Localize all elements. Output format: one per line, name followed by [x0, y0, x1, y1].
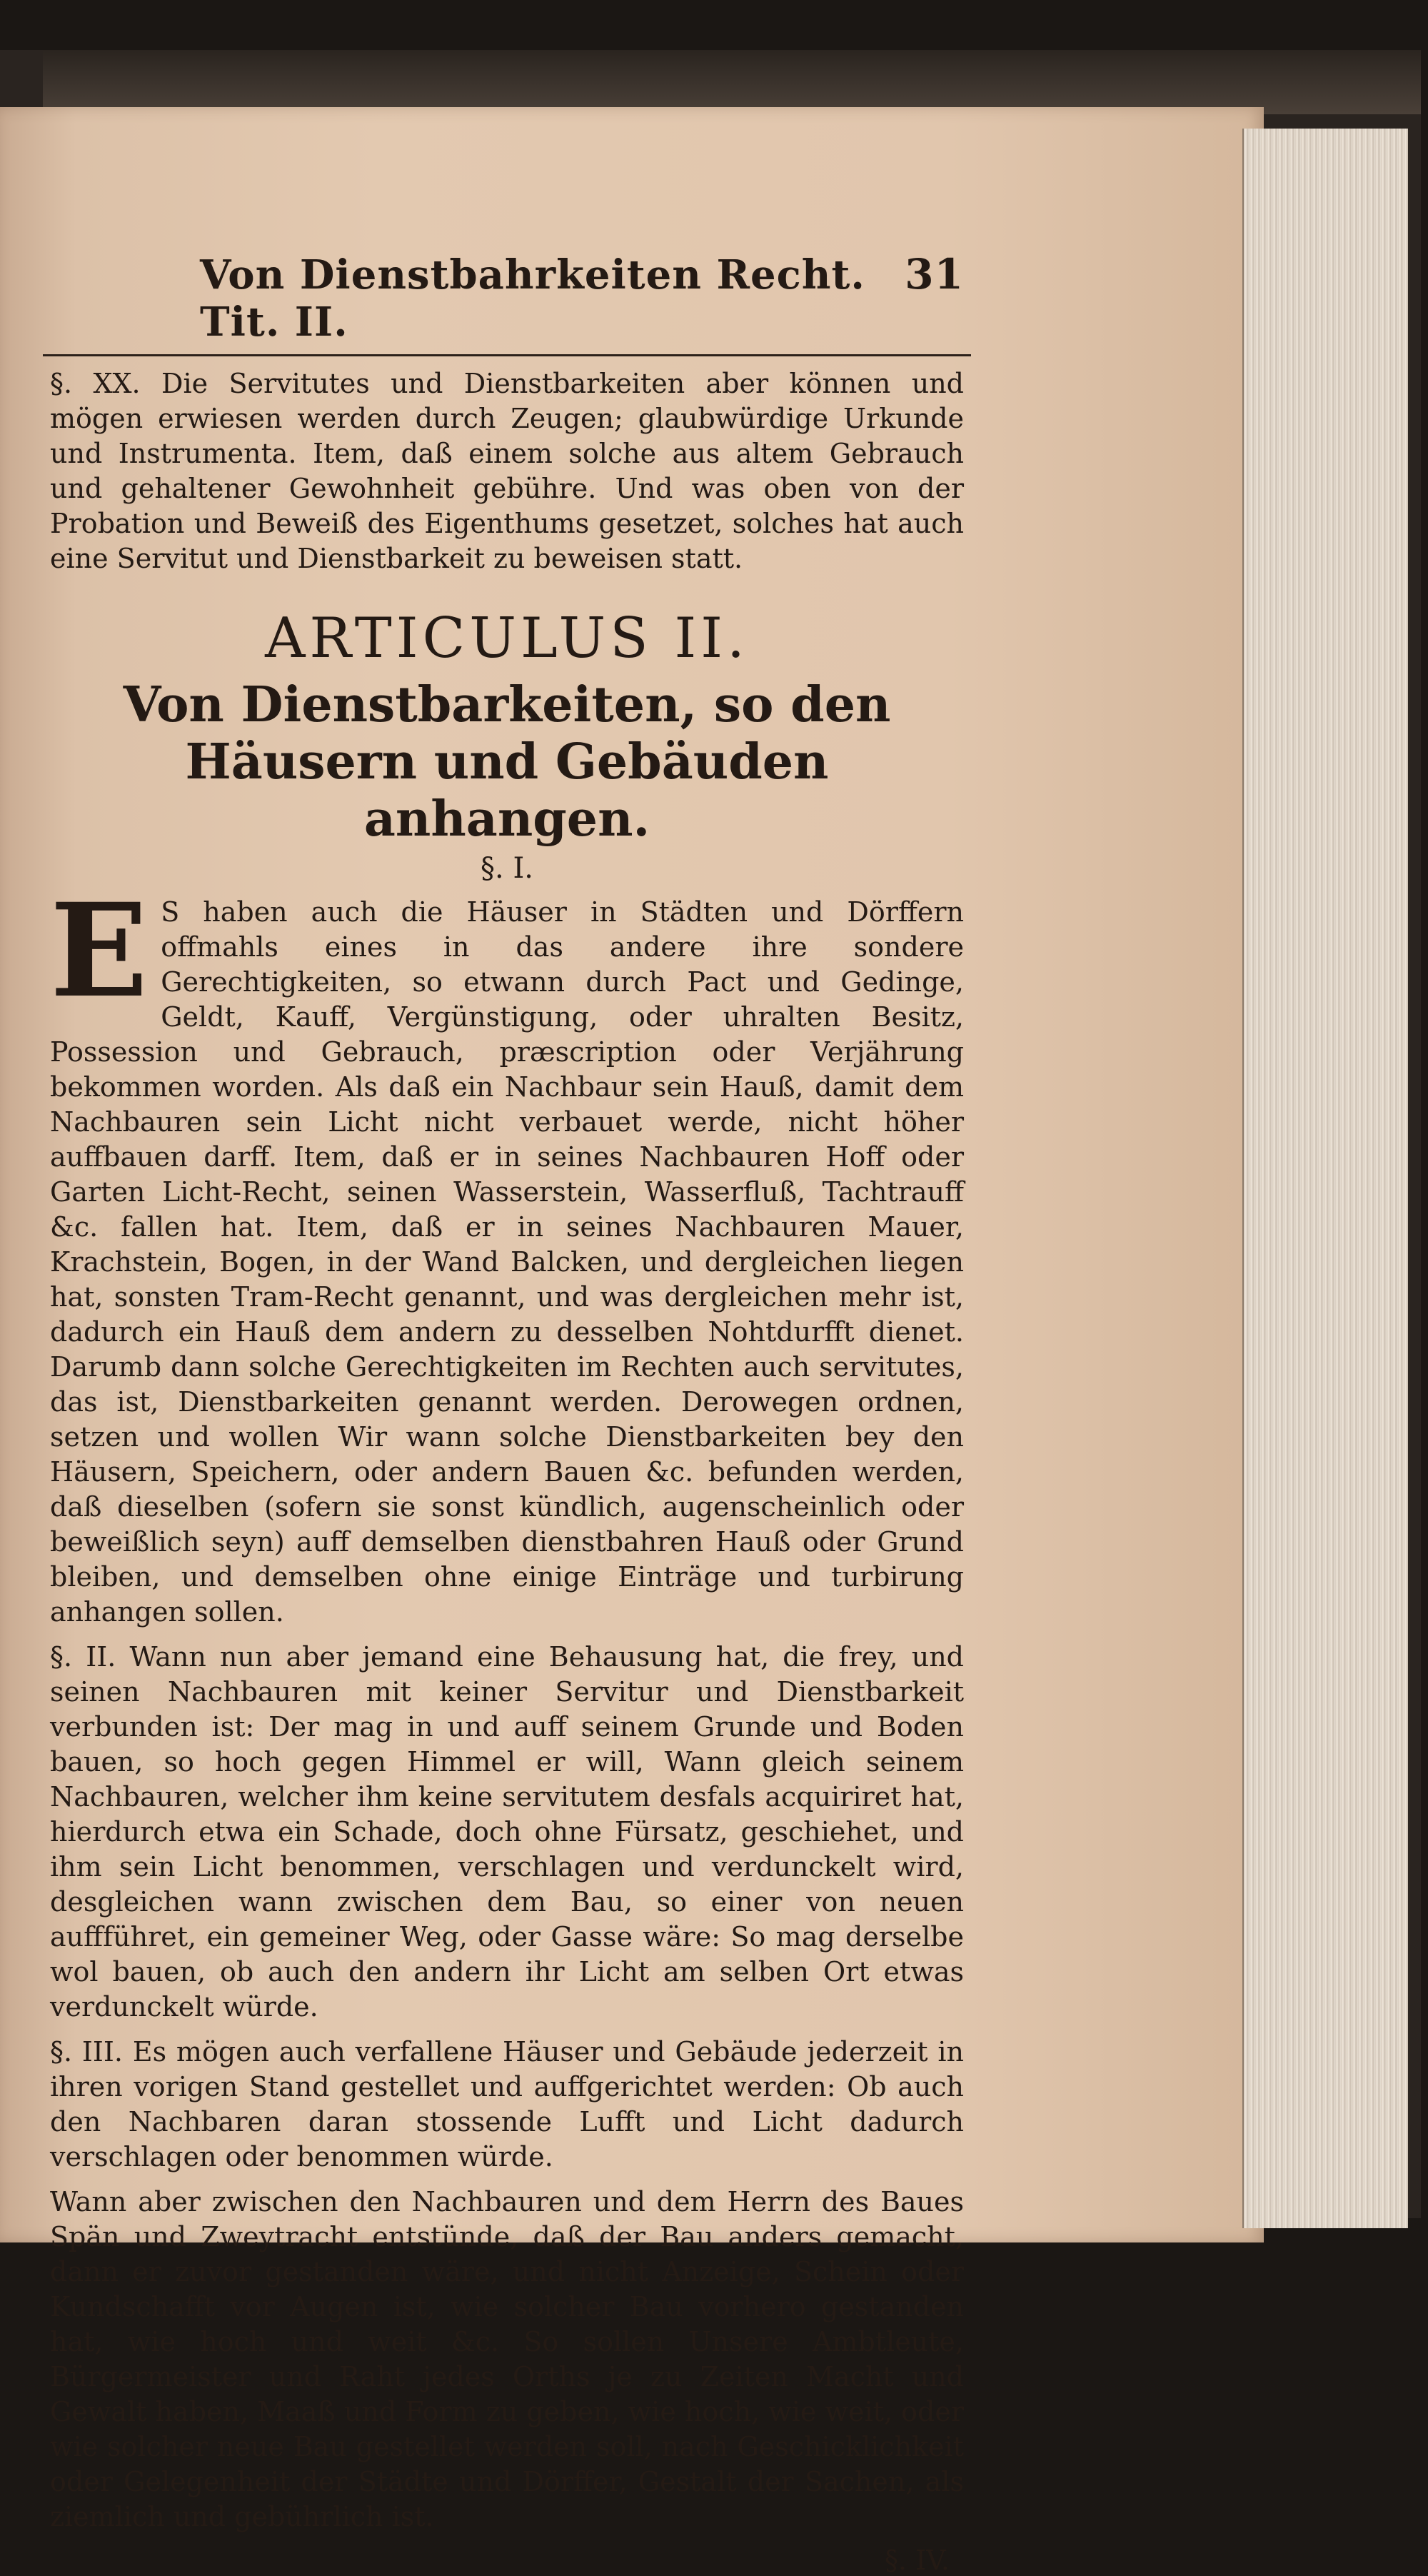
paragraph-iii — [50, 2035, 964, 2175]
page-edges — [1242, 129, 1408, 2228]
section-mark-ii: §. II. — [50, 1641, 116, 1673]
paragraph-xx-text: Die Servitutes und Dienstbarkeiten aber können und mögen erwiesen werden durch Zeugen; glaubwürdige Urkunde und Instrumenta. Item, daß einem solche aus altem Gebrauch und gehaltener Gewohnheit gebühre. Und was oben von der Probation und Beweiß des Eigenthums gesetzet, solches hat auch eine Servitut und Dienstbarkeit zu beweisen statt. — [50, 368, 964, 574]
paragraph-xx — [50, 366, 964, 576]
paragraph-iii-continued — [50, 2185, 964, 2535]
paragraph-ii-text: Wann nun aber jemand eine Behausung hat, die frey, und seinen Nachbauren mit keiner Servitur und Dienstbarkeit verbunden ist: Der mag in und auff seinem Grunde und Boden bauen, so hoch gegen Himmel er will, Wann gleich seinem Nachbauren, welcher ihm keine servitutem desfals acquiriret hat, hierdurch etwa ein Schade, doch ohne Fürsatz, geschiehet, und ihm sein Licht benommen, verschlagen und verdunckelt wird, desgleichen wann zwischen dem Bau, so einer von neuen auffführet, ein gemeiner Weg, oder Gasse wäre: So mag derselbe wol bauen, ob auch den andern ihr Licht am selben Ort etwas verdunckelt würde. — [50, 1641, 964, 2023]
catchword: §. IV. — [884, 2545, 950, 2576]
paragraph-iii-text: Es mögen auch verfallene Häuser und Gebäude jederzeit in ihren vorigen Stand gestellet und auffgerichtet werden: Ob auch den Nachbaren daran stossende Lufft und Licht dadurch verschlagen oder benommen würde. — [50, 2036, 964, 2172]
section-mark-xx: §. XX. — [50, 368, 141, 399]
page-number: 31 — [905, 250, 964, 299]
drop-capital: E — [50, 876, 149, 1026]
article-title: Von Dienstbarkeiten, so den Häusern und Gebäuden anhangen. — [123, 676, 891, 848]
section-mark-iii: §. III. — [50, 2036, 124, 2068]
page-content — [43, 214, 971, 2576]
paragraph-ii — [50, 1640, 964, 2025]
running-header — [43, 214, 971, 356]
paragraph-i-text: S haben auch die Häuser in Städten und Dörffern offmahls eines in das andere ihre sondere Gerechtigkeiten, so etwann durch Pact und Gedinge, Geldt, Kauff, Vergünstigung, oder uhralten Besitz, Possession und Gebrauch, præscription oder Verjährung bekommen worden. Als daß ein Nachbaur sein Hauß, damit dem Nachbauren sein Licht nicht verbauet werde, nicht höher auffbauen darff. Item, daß er in seines Nachbauren Hoff oder Garten Licht-Recht, seinen Wasserstein, Wasserfluß, Tachtrauff &c. fallen hat. Item, daß er in seines Nachbauren Mauer, Krachstein, Bogen, in der Wand Balcken, und dergleichen liegen hat, sonsten Tram-Recht genannt, und was dergleichen mehr ist, dadurch ein Hauß dem andern zu desselben Nohtdurfft dienet. Darumb dann solche Gerechtigkeiten im Rechten auch servitutes, das ist, Dienstbarkeiten genannt werden. Derowegen ordnen, setzen und wollen Wir wann solche Dienstbarkeiten bey den Häusern, Speichern, oder andern Bauen &c. befunden werden, daß dieselben (sofern sie sonst kündlich, augenscheinlich oder beweißlich seyn) auff demselben dienstbahren Hauß oder Grund bleiben, und demselben ohne einige Einträge und turbirung anhangen sollen. — [50, 896, 964, 1628]
section-mark-i: §. I. — [481, 852, 533, 885]
book-top-edge — [43, 50, 1421, 114]
paragraph-i — [50, 876, 964, 1630]
article-heading: ARTICULUS II. — [265, 606, 749, 671]
running-title: Von Dienstbahrkeiten Recht. Tit. II. — [200, 251, 865, 346]
paragraph-iii-text-2: Wann aber zwischen den Nachbauren und dem Herrn des Baues Spän und Zweytracht entstünde, daß der Bau anders gemacht, dann er zuvor gestanden wäre, und nicht Anzeige, Schein oder Kundschafft vor Augen ist, wie solcher Bau vorhero gestanden hat, wie hoch und weit &c. So sollen Unsere Ambtleute, Bürgermeister und Raht jedes Orths je zu Zeiten Macht und Gewalt haben, Maaß und Form zu geben, wie hoch, wie weit, oder wie solcher neue Bau gestellet werden soll, nach Geschicklichkeit oder Gelegenheit der Städte und Dörffer, Gestalt der Sachen, als ziemlich und gebührlich ist. — [50, 2186, 964, 2532]
